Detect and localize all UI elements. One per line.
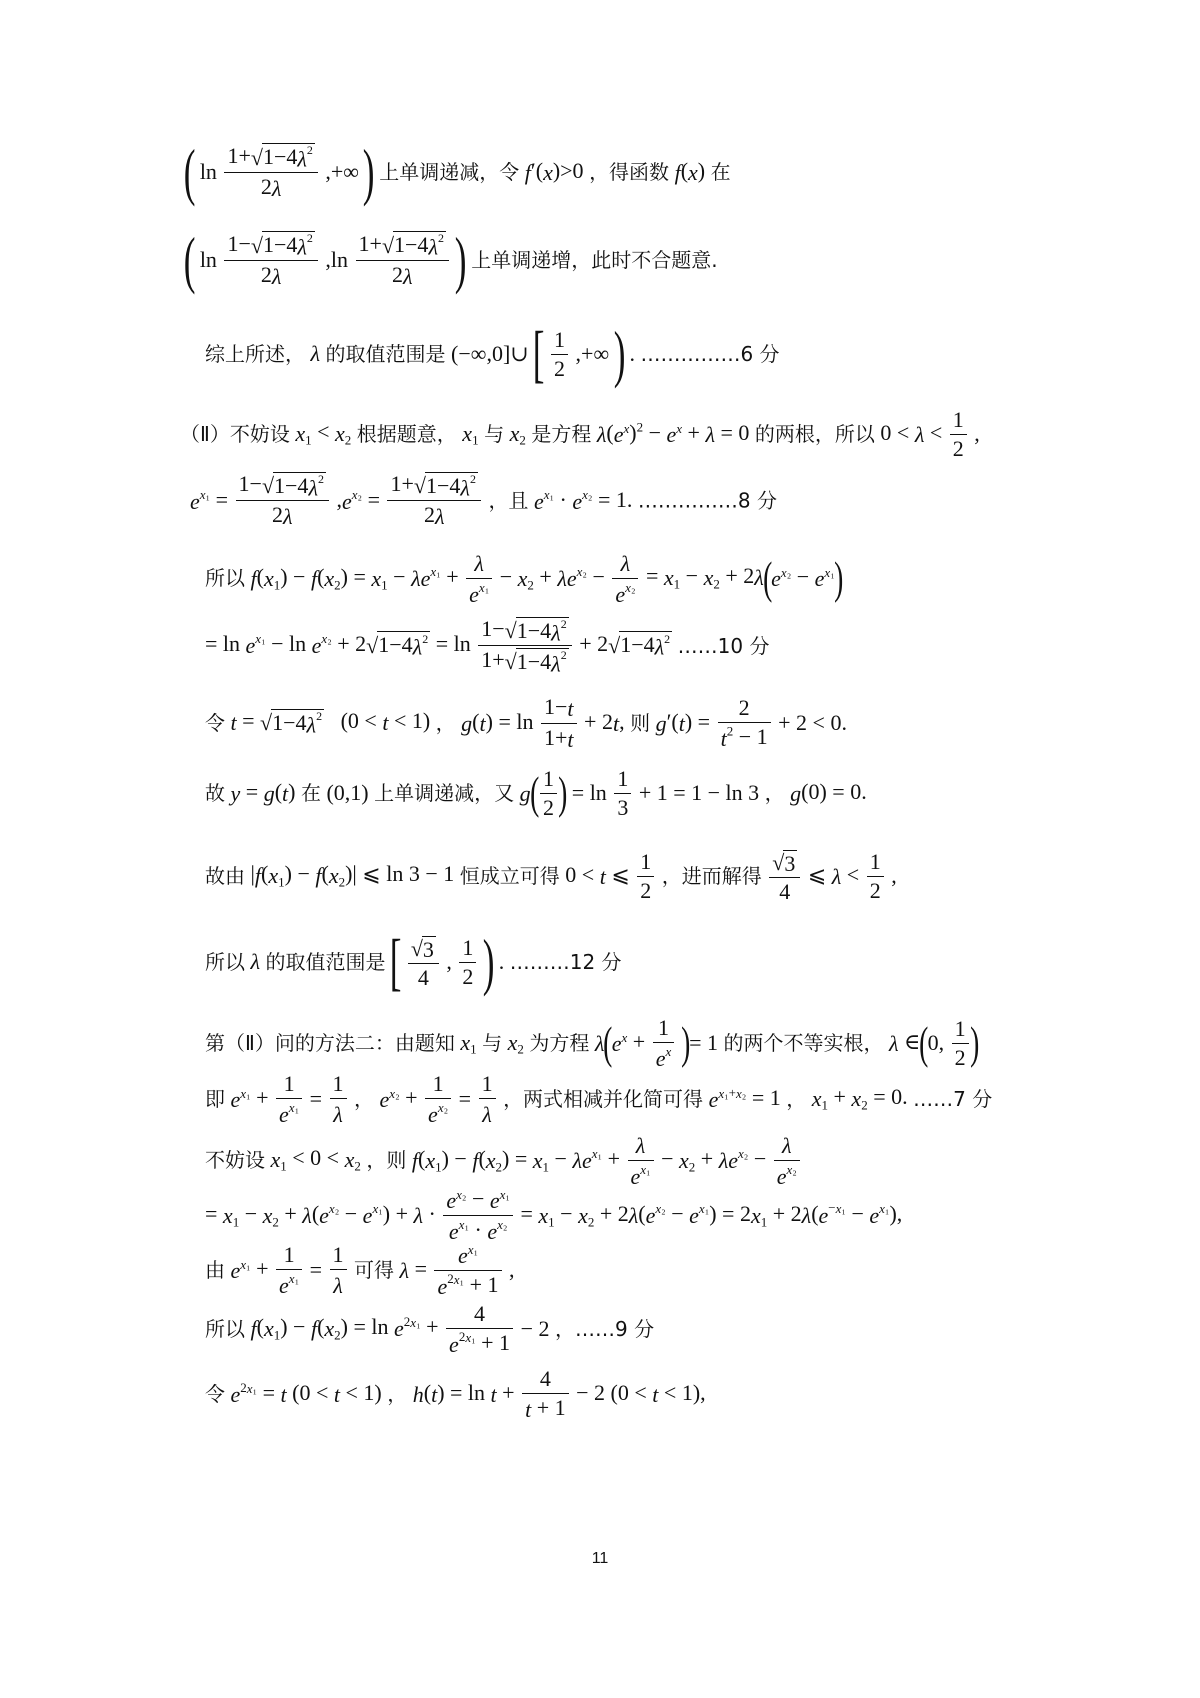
fraction: $\frac{1}{2}$ xyxy=(952,1015,969,1071)
math-line-17: 所以 $f(x_1) - f(x_2) = \ln e^{2x_1}$ + $\frac{4}{e^{2x_1} + 1}$ − 2 ，……9 分 xyxy=(205,1301,655,1357)
fraction: $\frac{1}{e^{x_1}}$ xyxy=(276,1241,302,1299)
page-number: 11 xyxy=(591,1550,609,1567)
fraction: $\frac{\lambda}{e^{x_2}}$ xyxy=(612,548,638,608)
math-line-15: = $x_1 - x_2 + \lambda(e^{x_2} - e^{x_1}) + \lambda$ · $\frac{e^{x_2} - e^{x_1}}{e^{x_1} \cdot e^{x_2}}$ = $x_1 - x_2 + 2\lambda(e^{x_2} - e^{x_1}) = 2x_1 + 2\lambda(e^{-x_1} - e^{x_1})$, xyxy=(205,1185,903,1244)
text: 可得 xyxy=(354,1258,395,1283)
text: 令 xyxy=(205,1382,225,1407)
text: 上单调递减，又 xyxy=(374,781,515,805)
fraction: $\frac{1}{e^x}$ xyxy=(653,1014,675,1072)
text: 的取值范围是 xyxy=(265,950,386,974)
fraction: $\frac{1}{2}$ xyxy=(950,406,967,462)
text: 所以 xyxy=(205,566,245,591)
fraction: $\frac{1}{2}$ xyxy=(637,848,654,904)
text: 是方程 xyxy=(531,422,592,446)
fraction: $\frac{1+√1-4\lambda^2}{2\lambda}$ xyxy=(356,230,449,291)
text: 根据题意， xyxy=(356,422,457,446)
math-line-3: 综上所述， λ 的取值范围是 (−∞,0]∪ [ $\frac{1}{2}$ ,+∞ ) . ……………6 分 xyxy=(205,318,780,389)
fraction: $\frac{\lambda}{e^{x_1}}$ xyxy=(628,1130,654,1190)
text: ，则 xyxy=(366,1148,407,1173)
text: （Ⅱ）不妨设 xyxy=(180,422,290,446)
text: 上单调递增，此时不合题意. xyxy=(471,248,718,272)
math-line-13: 即 $e^{x_1}$ + $\frac{1}{e^{x_1}}$ = $\frac{1}{\lambda}$ ， $e^{x_2}$ + $\frac{1}{e^{x_2}}$ = $\frac{1}{\lambda}$ ，两式相减并化简可得 $e^{x_1+x_2} = 1$ ， $x_1 + x_2 = 0$. ……7 分 xyxy=(205,1071,993,1127)
math-line-12: 第（Ⅱ）问的方法二：由题知 $x_1$ 与 $x_2$ 为方程 $\lambda(e^x$ + $\frac{1}{e^x}$ )= 1 的两个不等实根， λ ∈(0, $\frac{1}{2}$ ) xyxy=(205,1015,979,1071)
math-line-4: （Ⅱ）不妨设 $x_1 < x_2$ 根据题意， $x_1$ 与 $x_2$ 是方程 $\lambda(e^x)^2 - e^x + \lambda = 0$ 的两根，所以 0 < λ < $\frac{1}{2}$ , xyxy=(180,407,980,461)
ln-symbol: ln xyxy=(199,158,217,184)
text: 上单调递减，令 xyxy=(379,160,520,184)
math-line-5: $e^{x_1}$ = $\frac{1-√1-4\lambda^2}{2\lambda}$ $,e^{x_2}$ = $\frac{1+√1-4\lambda^2}{2\lambda}$ ，且 $e^{x_1} \cdot e^{x_2} = 1$. ……………8 分 xyxy=(190,471,777,530)
fraction: $\frac{2}{t^2 - 1}$ xyxy=(718,694,771,752)
text: 综上所述， xyxy=(205,342,305,366)
fraction: $\frac{1+√1-4\lambda^2}{2\lambda}$ xyxy=(224,142,317,203)
score-mark: ……7 分 xyxy=(913,1087,993,1112)
fraction: $\frac{1}{2}$ xyxy=(540,765,557,821)
fraction: $\frac{1}{e^{x_1}}$ xyxy=(276,1070,302,1128)
text: 在 xyxy=(300,781,321,805)
fraction: $\frac{1}{\lambda}$ xyxy=(330,1070,347,1128)
text: ， xyxy=(435,711,456,736)
score-mark: ……10 分 xyxy=(677,633,770,658)
fraction: $\frac{\lambda}{e^{x_2}}$ xyxy=(774,1130,800,1190)
fraction: $\frac{√3}{4}$ xyxy=(408,933,439,991)
text: ，进而解得 xyxy=(661,864,762,889)
fraction: $\frac{1-√1-4\lambda^2}{1+√1-4\lambda^2}$ xyxy=(478,615,571,677)
score-mark: ………12 分 xyxy=(509,950,622,974)
math-line-18: 令 $e^{2x_1} = t$ (0 < t < 1) ， h(t) = ln t + $\frac{4}{t + 1}$ − 2 (0 < t < 1), xyxy=(205,1366,706,1422)
math-line-8: 令 $t = √1-4\lambda^2$ (0 < t < 1) ， g(t) = ln $\frac{1-t}{1+t}$ + 2t, 则 g′(t) = $\frac{2}{t^2 - 1}$ + 2 < 0. xyxy=(205,694,847,752)
fraction: $\frac{1}{\lambda}$ xyxy=(330,1241,347,1299)
text: 与 xyxy=(482,1031,503,1056)
fraction: $\frac{1}{2}$ xyxy=(551,326,568,382)
fraction: $\frac{1}{3}$ xyxy=(614,765,631,821)
text: ， xyxy=(354,1087,375,1112)
text: 的取值范围是 xyxy=(325,342,446,366)
fraction: $\frac{1-t}{1+t}$ xyxy=(541,693,577,753)
math-line-7: = $\ln e^{x_1} - \ln e^{x_2} + 2√1-4\lambda^2 = \ln$ $\frac{1-√1-4\lambda^2}{1+√1-4\lambda^2}$ + $2√1-4\lambda^2$ ……10 分 xyxy=(205,616,770,677)
math-line-6: 所以 $f(x_1) - f(x_2) = x_1 - \lambda e^{x_1}$ + $\frac{\lambda}{e^{x_1}}$ − $x_2 + \lambda e^{x_2}$ − $\frac{\lambda}{e^{x_2}}$ = $x_1 - x_2 + 2\lambda(e^{x_2} - e^{x_1})$ xyxy=(205,548,842,608)
fraction: $\frac{1-√1-4\lambda^2}{2\lambda}$ xyxy=(224,230,317,291)
fraction: $\frac{e^{x_2} - e^{x_1}}{e^{x_1} \cdot e^{x_2}}$ xyxy=(443,1185,513,1245)
score-mark: ……………8 分 xyxy=(637,488,777,513)
text: 第（Ⅱ）问的方法二：由题知 xyxy=(205,1031,455,1056)
text: 故由 xyxy=(205,864,245,889)
fraction: $\frac{\lambda}{e^{x_1}}$ xyxy=(466,548,492,608)
math-line-2: ( ln $\frac{1-√1-4\lambda^2}{2\lambda}$ ,ln $\frac{1+√1-4\lambda^2}{2\lambda}$ ) 上单调递增，此时不合题意. xyxy=(183,224,718,295)
math-line-9: 故 y = g(t) 在 (0,1) 上单调递减，又 g( $\frac{1}{2}$ ) = ln $\frac{1}{3}$ + 1 = 1 − ln 3 ， g(0) = 0. xyxy=(205,766,867,820)
text: ， xyxy=(387,1382,408,1407)
math-line-11: 所以 λ 的取值范围是 [ $\frac{√3}{4}$ , $\frac{1}{2}$ ) . ………12 分 xyxy=(205,926,622,997)
fraction: $\frac{1}{\lambda}$ xyxy=(479,1070,496,1128)
text: 则 xyxy=(630,711,651,736)
text: 即 xyxy=(205,1087,225,1112)
fraction: $\frac{√3}{4}$ xyxy=(769,847,800,905)
fraction: $\frac{1}{e^{x_2}}$ xyxy=(425,1070,451,1128)
fraction: $\frac{1+√1-4\lambda^2}{2\lambda}$ xyxy=(387,470,480,531)
text: 故 xyxy=(205,781,225,805)
fraction: $\frac{4}{t + 1}$ xyxy=(522,1365,569,1423)
text: ，且 xyxy=(488,488,529,513)
text: ，得函数 xyxy=(589,160,670,184)
text: ， xyxy=(764,781,785,805)
text: ，两式相减并化简可得 xyxy=(503,1087,704,1112)
text: 的两个不等实根， xyxy=(723,1031,884,1056)
score-mark: ……………6 分 xyxy=(640,342,780,366)
math-line-1: ( ln $\frac{1+√1-4\lambda^2}{2\lambda}$ ,+∞ ) 上单调递减，令 f′(x)>0 ，得函数 f(x) 在 xyxy=(183,136,731,207)
text: ， xyxy=(786,1087,807,1112)
fraction: $\frac{1}{2}$ xyxy=(867,848,884,904)
text: 所以 xyxy=(205,1317,245,1342)
text: 令 xyxy=(205,711,225,736)
text: 为方程 xyxy=(529,1031,590,1056)
text: 不妨设 xyxy=(205,1148,265,1173)
math-line-14: 不妨设 $x_1 < 0 < x_2$ ，则 $f(x_1) - f(x_2) = x_1 - \lambda e^{x_1}$ + $\frac{\lambda}{e^{x_1}}$ − $x_2 + \lambda e^{x_2}$ − $\frac{\lambda}{e^{x_2}}$ xyxy=(205,1130,802,1190)
score-mark: ，……9 分 xyxy=(554,1317,655,1342)
fraction: $\frac{4}{e^{2x_1} + 1}$ xyxy=(446,1300,513,1358)
text: 恒成立可得 xyxy=(459,864,560,889)
text: 的两根，所以 xyxy=(754,422,875,446)
math-line-10: 故由 $|f(x_1) - f(x_2)|$ ⩽ ln 3 − 1 恒成立可得 0 < t ⩽ $\frac{1}{2}$ ，进而解得 $\frac{√3}{4}$ ⩽ λ < $\frac{1}{2}$ , xyxy=(205,847,897,905)
math-line-16: 由 $e^{x_1}$ + $\frac{1}{e^{x_1}}$ = $\frac{1}{\lambda}$ 可得 λ = $\frac{e^{x_1}}{e^{2x_1} + 1}$ , xyxy=(205,1240,515,1299)
text: 由 xyxy=(205,1258,225,1283)
fraction: $\frac{e^{x_1}}{e^{2x_1} + 1}$ xyxy=(434,1240,501,1300)
text: 与 xyxy=(484,422,505,446)
text: 所以 xyxy=(205,950,245,974)
fraction: $\frac{1}{2}$ xyxy=(459,934,476,990)
fraction: $\frac{1-√1-4\lambda^2}{2\lambda}$ xyxy=(236,470,329,531)
text: 在 xyxy=(710,160,731,184)
